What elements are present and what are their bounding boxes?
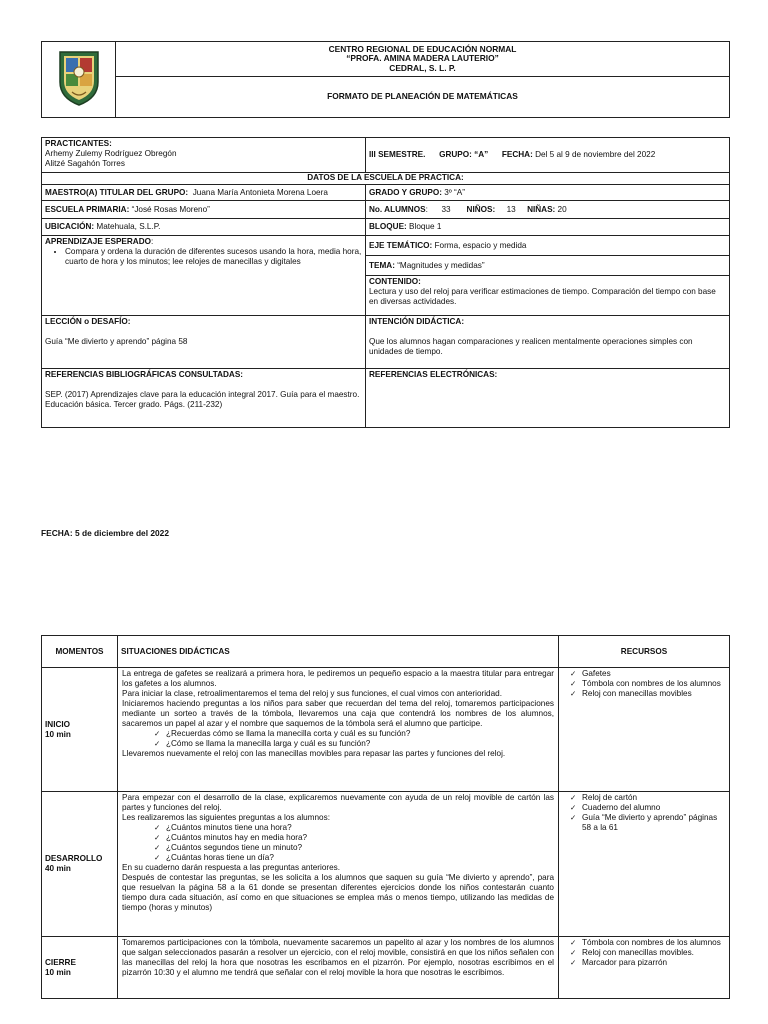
ref-bib-cell: REFERENCIAS BIBLIOGRÁFICAS CONSULTADAS: SEP. (2017) Aprendizajes clave para la educación integral 2017. Guía para el maestro. Educación básica. Tercer grado. Págs. (211-232) — [42, 369, 366, 428]
desarrollo-recursos — [559, 792, 730, 937]
grado-cell: GRADO Y GRUPO: 3º “A” — [366, 185, 730, 201]
practicante-name: Arhemy Zulemy Rodríguez Obregón — [45, 149, 177, 158]
plan-table — [41, 635, 730, 999]
desarrollo-situaciones: Para empezar con el desarrollo de la clase, explicaremos nuevamente con ayuda de un reloj movible de cartón las partes y funciones del reloj. Les realizaremos las siguientes preguntas a los alumnos: ✓ ¿Cuántos minutos tiene una hora? ✓ ¿Cuántos minutos hay en media hora? ✓ ¿Cuántos segundos tiene un minuto? ✓ ¿Cuántas horas tiene un día? En su cuaderno darán respuesta a las preguntas anteriores. Después de contestar las preguntas, se les solicita a los alumnos que saquen su guía “Me divierto y aprendo”, para que resuelvan la página 58 a la 61 donde se presentan diferentes ejercicios donde los niños contestarán cuanto tiempo dura cada situación, así como en que situaciones se emplea más o menos tiempo, utilizando las medidas de tiempo (horas y minutos) — [118, 792, 559, 937]
leccion-cell: LECCIÓN o DESAFÍO: Guía “Me divierto y aprendo” página 58 — [42, 316, 366, 369]
inicio-recursos — [559, 668, 730, 792]
semestre-cell: III SEMESTRE. GRUPO: “A” FECHA: Del 5 al 9 de noviembre del 2022 — [366, 138, 730, 173]
list-item: ✓ Marcador para pizarrón — [562, 958, 726, 968]
eje-cell: EJE TEMÁTICO: Forma, espacio y medida — [366, 236, 730, 256]
cierre-recursos — [559, 937, 730, 999]
aprendizaje-cell: APRENDIZAJE ESPERADO: • Compara y ordena la duración de diferentes sucesos usando la hora, media hora, cuarto de hora y los minutos; lee relojes de manecillas y digitales — [42, 236, 366, 316]
ubicacion-cell: UBICACIÓN: Matehuala, S.L.P. — [42, 219, 366, 236]
tema-cell: TEMA: “Magnitudes y medidas” — [366, 256, 730, 276]
list-item: ✓ ¿Recuerdas cómo se llama la manecilla corta y cuál es su función? — [146, 729, 554, 739]
school-logo — [42, 42, 116, 118]
inicio-moment: INICIO 10 min — [42, 668, 118, 792]
inicio-questions — [146, 729, 554, 749]
list-item: ✓ Tómbola con nombres de los alumnos — [562, 679, 726, 689]
intencion-cell: INTENCIÓN DIDÁCTICA: Que los alumnos hagan comparaciones y realicen mentalmente operaciones simples con unidades de tiempo. — [366, 316, 730, 369]
desarrollo-moment: DESARROLLO 40 min — [42, 792, 118, 937]
header-situaciones: SITUACIONES DIDÁCTICAS — [118, 636, 559, 668]
header-table — [41, 41, 730, 118]
section-title: DATOS DE LA ESCUELA DE PRACTICA: — [42, 173, 730, 185]
practicantes-cell: PRACTICANTES: Arhemy Zulemy Rodríguez Obregón Alitzé Sagahón Torres — [42, 138, 366, 173]
inicio-situaciones: La entrega de gafetes se realizará a primera hora, le pediremos un pequeño espacio a la maestra titular para entregar los gafetes a los alumnos. Para iniciar la clase, retroalimentaremos el tema del reloj y sus funciones, el cual vimos con anterioridad. Iniciaremos haciendo preguntas a los niños para saber que recuerdan del tema del reloj, tomaremos participaciones mediante un sorteo a través de la tómbola, llevaremos una caja que contendrá los nombres de los alumnos, sacaremos un papel al azar y el nombre que saquemos de la tómbola será el alumno que participe. ✓ ¿Recuerdas cómo se llama la manecilla corta y cuál es su función? ✓ ¿Cómo se llama la manecilla larga y cuál es su función? Llevaremos nuevamente el reloj con las manecillas movibles para repasar las partes y funciones del reloj. — [118, 668, 559, 792]
contenido-cell: CONTENIDO: Lectura y uso del reloj para verificar estimaciones de tiempo. Comparación del tiempo con base en diversas actividades. — [366, 276, 730, 316]
alumnos-cell: No. ALUMNOS: 33 NIÑOS: 13 NIÑAS: 20 — [366, 201, 730, 219]
info-table — [41, 137, 730, 428]
list-item: ✓ Cuaderno del alumno — [562, 803, 726, 813]
cierre-moment: CIERRE 10 min — [42, 937, 118, 999]
list-item: ✓ Reloj con manecillas movibles. — [562, 948, 726, 958]
table-row — [42, 668, 730, 792]
bloque-cell: BLOQUE: Bloque 1 — [366, 219, 730, 236]
school-crest-icon — [56, 48, 102, 108]
maestro-cell: MAESTRO(A) TITULAR DEL GRUPO: Juana María Antonieta Morena Loera — [42, 185, 366, 201]
table-row — [42, 937, 730, 999]
table-row — [42, 792, 730, 937]
list-item: ✓ Guía “Me divierto y aprendo” páginas 58 a la 61 — [562, 813, 726, 833]
list-item: ✓ ¿Cuántos minutos tiene una hora? — [146, 823, 554, 833]
escuela-cell: ESCUELA PRIMARIA: “José Rosas Moreno” — [42, 201, 366, 219]
aprendizaje-list — [65, 247, 362, 267]
header-recursos: RECURSOS — [559, 636, 730, 668]
desarrollo-questions — [146, 823, 554, 863]
table-header-row — [42, 636, 730, 668]
list-item: ✓ Reloj de cartón — [562, 793, 726, 803]
list-item: ✓ Gafetes — [562, 669, 726, 679]
list-item: ✓ ¿Cuántas horas tiene un día? — [146, 853, 554, 863]
fecha-line: FECHA: 5 de diciembre del 2022 — [41, 528, 169, 538]
list-item: ✓ ¿Cómo se llama la manecilla larga y cuál es su función? — [146, 739, 554, 749]
practicante-name: Alitzé Sagahón Torres — [45, 159, 125, 168]
list-item: ✓ Tómbola con nombres de los alumnos — [562, 938, 726, 948]
ref-elec-cell: REFERENCIAS ELECTRÓNICAS: — [366, 369, 730, 428]
cierre-situaciones: Tomaremos participaciones con la tómbola, nuevamente sacaremos un papelito al azar y los nombres de los alumnos que salgan seleccionados pasarán a resolver un ejercicio, con el reloj movible, consistirá en que los niños señalen con las manecillas del reloj la hora que nosotras les escribamos en el pizarrón. Por ejemplo, nosotras escribimos en el pizarrón 10:30 y el alumno me tendrá que señalar con el reloj movible la hora que nosotras le escribimos. — [118, 937, 559, 999]
list-item: ✓ ¿Cuántos segundos tiene un minuto? — [146, 843, 554, 853]
institution-name: CENTRO REGIONAL DE EDUCACIÓN NORMAL “PROFA. AMINA MADERA LAUTERIO” CEDRAL, S. L. P. — [116, 42, 730, 77]
header-momentos: MOMENTOS — [42, 636, 118, 668]
format-title: FORMATO DE PLANEACIÓN DE MATEMÁTICAS — [116, 77, 730, 118]
list-item: ✓ Reloj con manecillas movibles — [562, 689, 726, 699]
list-item: ✓ ¿Cuántos minutos hay en media hora? — [146, 833, 554, 843]
list-item: • Compara y ordena la duración de diferentes sucesos usando la hora, media hora, cuarto de hora y los minutos; lee relojes de manecillas y digitales — [65, 247, 362, 267]
